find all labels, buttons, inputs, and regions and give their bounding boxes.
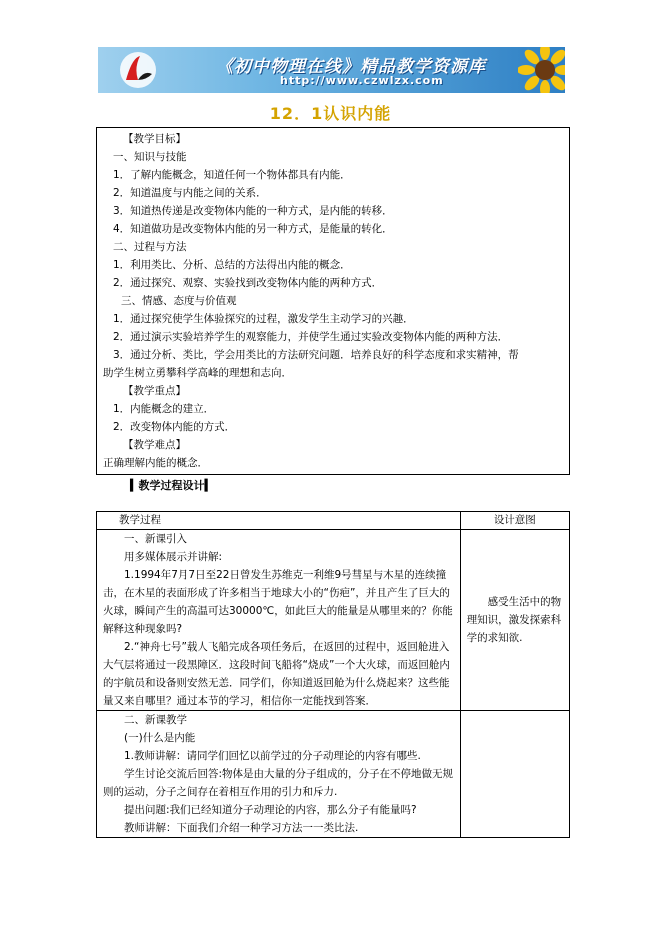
header-banner (98, 47, 565, 93)
intro-paragraph: 1.1994年7月7日至22日曾发生苏维克一利维9号彗星与木星的连续撞击，在木星的表面形成了许多相当于地球大小的“伤疤”，并且产生了巨大的火球，瞬间产生的高温可达30000℃，如此巨大的能量是从哪里来的？你能解释这种现象吗? (103, 569, 453, 635)
col-header-intent: 设计意图 (460, 512, 569, 530)
intro-subheading: 用多媒体展示并讲解: (124, 551, 223, 563)
teaching-paragraph: 教师讲解：下面我们介绍一种学习方法一一类比法. (124, 822, 359, 834)
key-item: 2．改变物体内能的方式． (113, 421, 236, 433)
teaching-paragraph: 学生讨论交流后回答:物体是由大量的分子组成的，分子在不停地做无规则的运动，分子之间存在着相互作用的引力和斥力. (103, 768, 454, 798)
intent-text: 感受生活中的物理知识，激发探索科学的求知欲. (466, 596, 562, 644)
goals-item: 1．了解内能概念，知道任何一个物体都具有内能． (113, 169, 351, 181)
goals-item: 4．知道做功是改变物体内能的另一种方式，是能量的转化． (113, 223, 393, 235)
process-cell-teaching (97, 711, 461, 838)
goals-item: 1．利用类比、分析、总结的方法得出内能的概念． (113, 259, 351, 271)
key-heading: 【教学重点】 (123, 385, 186, 397)
intent-cell (460, 530, 569, 711)
goals-item-continued: 助学生树立勇攀科学高峰的理想和志向． (103, 367, 292, 379)
goals-item: 2．通过演示实验培养学生的观察能力，并使学生通过实验改变物体内能的两种方法． (113, 331, 509, 343)
logo-icon (118, 50, 158, 90)
col-header-process: 教学过程 (97, 512, 461, 530)
page-title: 12．1认识内能 (269, 104, 392, 123)
difficulty-text: 正确理解内能的概念． (103, 457, 208, 469)
teaching-subheading: (一)什么是内能 (124, 732, 196, 744)
goals-item: 3．知道热传递是改变物体内能的一种方式，是内能的转移． (113, 205, 393, 217)
goals-item: 1．通过探究使学生体验探究的过程，激发学生主动学习的兴趣． (113, 313, 414, 325)
difficulty-heading: 【教学难点】 (123, 439, 186, 451)
sunflower-icon (518, 47, 565, 93)
teaching-paragraph: 1.教师讲解：请同学们回忆以前学过的分子动理论的内容有哪些. (124, 750, 421, 762)
teaching-heading: 二、新课教学 (124, 714, 187, 726)
intent-cell-empty (460, 711, 569, 838)
goals-cell (97, 128, 570, 475)
goals-heading: 【教学目标】 (123, 133, 186, 145)
intro-paragraph: 2.“神舟七号”载人飞船完成各项任务后，在返回的过程中，返回舱进入大气层将通过一段黑障区．这段时间飞船将“烧成”一个大火球，而返回舱内的宇航员和设备则安然无恙．同学们，你知道返回舱为什么烧起来？这些能量又来自哪里？通过本节的学习，相信你一定能找到答案． (103, 641, 450, 707)
process-cell-intro (97, 530, 461, 711)
goals-item: 3．通过分析、类比，学会用类比的方法研究问题．培养良好的科学态度和求实精神，帮 (113, 349, 519, 361)
goals-section-3: 三、情感、态度与价值观 (121, 295, 237, 307)
teaching-paragraph: 提出问题:我们已经知道分子动理论的内容，那么分子有能量吗? (124, 804, 417, 816)
banner-url: http://www.czwlzx.com (280, 74, 444, 87)
process-table (96, 511, 570, 838)
goals-item: 2．通过探究、观察、实验找到改变物体内能的两种方式． (113, 277, 383, 289)
section-heading: ▍教学过程设计▍ (130, 479, 213, 492)
key-item: 1．内能概念的建立． (113, 403, 215, 415)
goals-section-1: 一、知识与技能 (113, 151, 187, 163)
goals-item: 2．知道温度与内能之间的关系． (113, 187, 267, 199)
banner-title: 《初中物理在线》精品教学资源库 (216, 57, 486, 77)
intro-heading: 一、新课引入 (124, 533, 187, 545)
goals-section-2: 二、过程与方法 (113, 241, 187, 253)
goals-table (96, 127, 570, 475)
